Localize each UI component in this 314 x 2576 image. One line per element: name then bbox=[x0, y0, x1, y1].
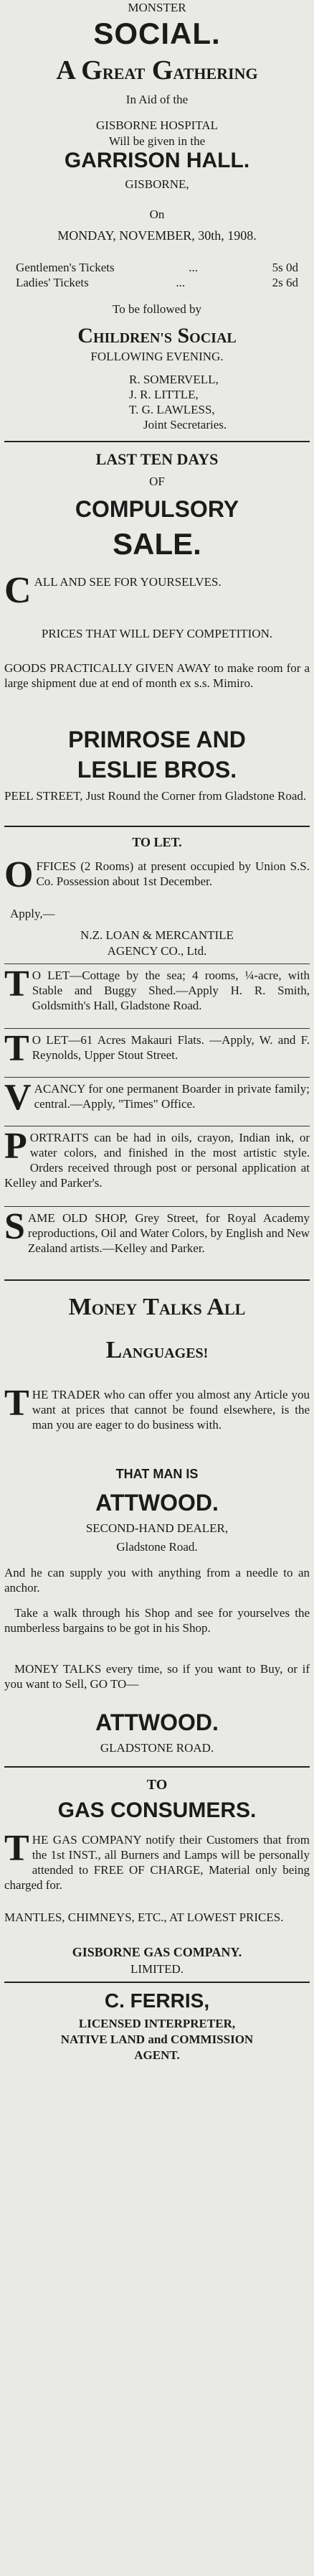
gas-limited: LIMITED. bbox=[130, 1962, 184, 1976]
classified-makauri bbox=[4, 1028, 310, 1069]
divider bbox=[4, 1766, 310, 1768]
divider bbox=[4, 1206, 310, 1207]
agency-line-2: AGENCY CO., Ltd. bbox=[107, 944, 207, 958]
monster-label: MONSTER bbox=[128, 1, 186, 14]
dropcap: V bbox=[4, 1077, 32, 1118]
offices-dropcap: O bbox=[4, 854, 34, 895]
childrens-rest: HILDREN'S bbox=[92, 330, 172, 346]
ferris-line-3: AGENT. bbox=[134, 2048, 180, 2062]
firm-line-1: PRIMROSE AND bbox=[68, 727, 246, 752]
classified-cottage bbox=[4, 963, 310, 1013]
languages-rest: ANGUAGES! bbox=[122, 1345, 209, 1361]
gathering-g1: G bbox=[81, 55, 103, 85]
secretary: T. G. LAWLESS, bbox=[129, 403, 215, 416]
goods: GOODS PRACTICALLY GIVEN AWAY to make room for a large shipment due at end of month ex s.s. Mimiro. bbox=[4, 661, 310, 690]
classified-text: O LET—Cottage by the sea; 4 rooms, ¼-acre, with Stable and Buggy Shed.—Apply H. R. Smith, Goldsmith's Hall, Gladstone Road. bbox=[32, 969, 310, 1012]
call-and-see bbox=[4, 570, 310, 611]
gathering-reat: REAT bbox=[102, 65, 146, 83]
divider bbox=[4, 441, 310, 442]
gas-dropcap: T bbox=[4, 1828, 29, 1869]
gas-text: HE GAS COMPANY notify their Customers that from the 1st INST., all Burners and Lamps will be personally attended to FREE OF CHARGE, Material only being charged for. bbox=[4, 1833, 310, 1892]
trader-dropcap: T bbox=[4, 1383, 29, 1424]
classified-old-shop bbox=[4, 1206, 310, 1256]
gathering-athering: ATHERING bbox=[173, 65, 258, 83]
supply: And he can supply you with anything from a needle to an anchor. bbox=[4, 1566, 310, 1595]
trader bbox=[4, 1383, 310, 1432]
ticket-row-ladies bbox=[16, 275, 298, 290]
languages-l: L bbox=[105, 1337, 123, 1363]
following-evening: FOLLOWING EVENING. bbox=[90, 350, 224, 363]
attwood-name-2: ATTWOOD. bbox=[95, 1709, 219, 1735]
gathering-g2: G bbox=[151, 55, 173, 85]
classified-portraits bbox=[4, 1126, 310, 1190]
great-gathering bbox=[4, 55, 310, 90]
tickets bbox=[4, 260, 310, 290]
all-rest: LL bbox=[224, 1300, 246, 1318]
sale-address: PEEL STREET, Just Round the Corner from Gladstone Road. bbox=[4, 789, 307, 803]
money-talks-all bbox=[4, 1292, 310, 1325]
secretary: R. SOMERVELL, bbox=[129, 373, 219, 386]
compulsory: COMPULSORY bbox=[75, 496, 239, 522]
prices: PRICES THAT WILL DEFY COMPETITION. bbox=[41, 627, 273, 640]
sale-title: SALE. bbox=[113, 527, 201, 561]
classified-text: O LET—61 Acres Makauri Flats. —Apply, W. and F. Reynolds, Upper Stout Street. bbox=[32, 1033, 310, 1062]
talks-t: T bbox=[143, 1294, 159, 1320]
apply: Apply,— bbox=[10, 907, 55, 920]
gas-company: GISBORNE GAS COMPANY. bbox=[72, 1945, 242, 1959]
town: GISBORNE, bbox=[125, 177, 189, 191]
ferris-line-1: LICENSED INTERPRETER, bbox=[78, 2017, 236, 2030]
ticket-dots: ... bbox=[176, 276, 186, 289]
ticket-row-gentlemen bbox=[16, 260, 298, 275]
divider bbox=[4, 1028, 310, 1029]
all-a: A bbox=[206, 1294, 224, 1320]
ticket-price: 2s 6d bbox=[272, 276, 298, 289]
classified-text: ORTRAITS can be had in oils, crayon, Indian ink, or water colors, and finished in the most artistic style. Orders received through post or personal application at Kelley and Parker's. bbox=[4, 1131, 310, 1190]
in-aid: In Aid of the bbox=[125, 93, 189, 106]
money-m: M bbox=[68, 1294, 92, 1320]
secretaries-title: Joint Secretaries. bbox=[143, 418, 227, 431]
talks-rest: ALKS bbox=[158, 1300, 202, 1318]
that-man-is: THAT MAN IS bbox=[115, 1467, 199, 1481]
divider bbox=[4, 826, 310, 827]
money-rest: ONEY bbox=[91, 1300, 138, 1318]
gas-items: MANTLES, CHIMNEYS, ETC., AT LOWEST PRICES. bbox=[4, 1910, 284, 1924]
ticket-dots: ... bbox=[189, 261, 199, 274]
dealer: SECOND-HAND DEALER, bbox=[85, 1521, 229, 1535]
on: On bbox=[149, 207, 165, 221]
secretary: J. R. LITTLE, bbox=[129, 388, 199, 401]
childrens-c: C bbox=[77, 324, 93, 347]
of: OF bbox=[149, 475, 165, 488]
call-text: ALL AND SEE FOR YOURSELVES. bbox=[34, 575, 222, 589]
dropcap: P bbox=[4, 1126, 27, 1167]
ticket-label: Ladies' Tickets bbox=[16, 276, 89, 289]
social-rest: OCIAL bbox=[189, 330, 237, 346]
firm-line-2: LESLIE BROS. bbox=[77, 757, 237, 783]
classified-text: AME OLD SHOP, Grey Street, for Royal Academy reproductions, Oil and Water Colors, by English and New Zealand artists.—Kelley and Parker. bbox=[27, 1211, 310, 1255]
trader-text: HE TRADER who can offer you almost any Article you want at prices that cannot be found elsewhere, is the man you are eager to do business with. bbox=[32, 1388, 310, 1432]
money-talks-text: MONEY TALKS every time, so if you want to Buy, or if you want to Sell, GO TO— bbox=[4, 1662, 310, 1691]
secretaries bbox=[129, 372, 310, 432]
dropcap: S bbox=[4, 1206, 25, 1247]
tolet-heading: TO LET. bbox=[132, 835, 182, 849]
gas-heading: GAS CONSUMERS. bbox=[57, 1798, 257, 1822]
call-dropcap: C bbox=[4, 570, 32, 611]
languages bbox=[4, 1335, 310, 1368]
event-date: MONDAY, NOVEMBER, 30th, 1908. bbox=[57, 228, 257, 243]
will-be-given: Will be given in the bbox=[108, 134, 206, 148]
offices bbox=[4, 854, 310, 895]
classified-text: ACANCY for one permanent Boarder in private family; central.—Apply, "Times" Office. bbox=[34, 1082, 310, 1111]
agency-line-1: N.Z. LOAN & MERCANTILE bbox=[80, 928, 234, 942]
dealer-road: Gladstone Road. bbox=[116, 1540, 198, 1554]
divider bbox=[4, 1982, 310, 1983]
social-s: S bbox=[177, 324, 190, 347]
divider bbox=[4, 1077, 310, 1078]
attwood-address: GLADSTONE ROAD. bbox=[100, 1741, 214, 1755]
hospital: GISBORNE HOSPITAL bbox=[95, 118, 219, 132]
followed-by: To be followed by bbox=[113, 302, 201, 316]
gathering-a: A bbox=[56, 55, 75, 85]
dropcap: T bbox=[4, 1028, 29, 1069]
last-ten-days: LAST TEN DAYS bbox=[95, 450, 219, 468]
gas-to: TO bbox=[146, 1777, 168, 1793]
childrens-social bbox=[4, 323, 310, 351]
ferris-line-2: NATIVE LAND and COMMISSION bbox=[60, 2033, 254, 2046]
attwood-name: ATTWOOD. bbox=[95, 1490, 219, 1516]
walk: Take a walk through his Shop and see for yourselves the numberless bargains to be got in his Shop. bbox=[4, 1606, 310, 1635]
gas-notice bbox=[4, 1828, 310, 1893]
divider bbox=[4, 1279, 310, 1281]
ticket-price: 5s 0d bbox=[272, 261, 298, 274]
social-title: SOCIAL. bbox=[93, 17, 221, 50]
garrison-hall: GARRISON HALL. bbox=[64, 149, 250, 172]
offices-text: FFICES (2 Rooms) at present occupied by Union S.S. Co. Possession about 1st December. bbox=[36, 859, 310, 888]
ferris-name: C. FERRIS, bbox=[104, 1989, 210, 2012]
divider bbox=[4, 963, 310, 964]
ticket-label: Gentlemen's Tickets bbox=[16, 261, 115, 274]
dropcap: T bbox=[4, 963, 29, 1004]
classified-vacancy bbox=[4, 1077, 310, 1118]
